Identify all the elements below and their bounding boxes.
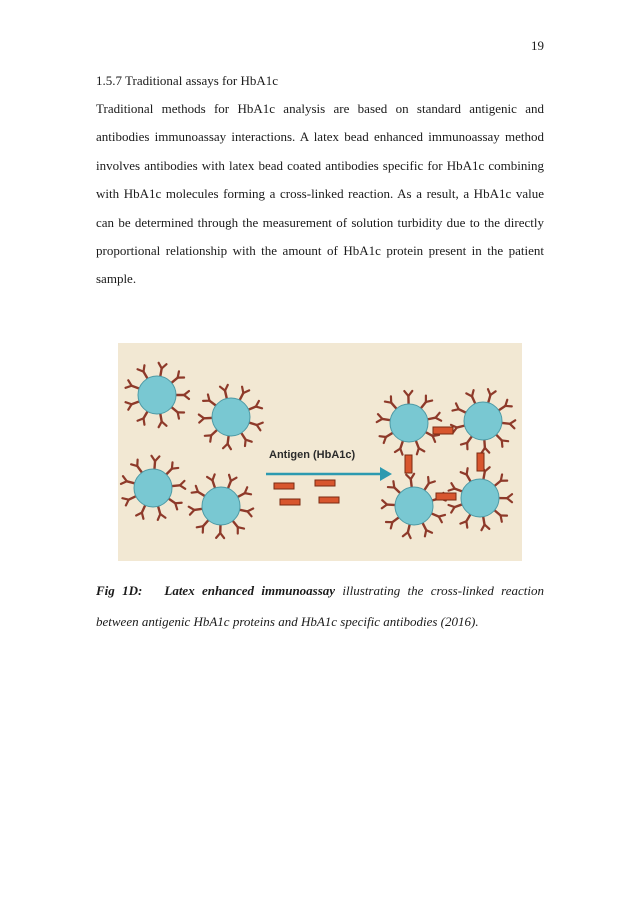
antibody: [466, 390, 475, 404]
antibody: [501, 420, 515, 428]
antibody: [386, 517, 400, 529]
latex-bead: [121, 456, 185, 520]
antigen: [280, 499, 300, 505]
antibody: [138, 411, 148, 425]
section-heading: 1.5.7 Traditional assays for HbA1c: [96, 73, 278, 88]
antibody: [228, 475, 237, 489]
antibody: [416, 440, 425, 454]
antibody: [168, 498, 182, 509]
antibody: [488, 389, 496, 404]
antibody: [241, 432, 252, 446]
antibody: [232, 520, 244, 533]
antibody: [449, 483, 464, 492]
antibody: [403, 524, 411, 539]
antibody: [199, 415, 213, 423]
antigen: [274, 483, 294, 489]
antibody: [380, 432, 394, 443]
antibody: [239, 387, 249, 401]
antibody: [461, 436, 472, 450]
antibody: [449, 504, 464, 512]
antibody: [138, 365, 148, 379]
antibody: [498, 494, 512, 502]
antibody: [461, 468, 471, 482]
antibody: [237, 487, 251, 497]
antibody: [192, 486, 206, 497]
antibody: [158, 505, 166, 520]
antibody: [121, 476, 136, 484]
antigen: [436, 493, 456, 500]
antibody: [248, 422, 263, 430]
caption-emphasis: Latex enhanced immunoassay: [164, 583, 336, 598]
antibody: [422, 522, 432, 536]
antibody: [406, 474, 414, 488]
antibody: [498, 400, 512, 411]
antibody: [131, 460, 142, 474]
antibody: [207, 474, 215, 489]
antibody: [171, 371, 184, 383]
arrow-label: Antigen (HbA1c): [269, 449, 356, 461]
antibody: [159, 363, 167, 377]
antibody: [126, 380, 141, 389]
antibody: [431, 513, 445, 522]
antibody: [481, 516, 489, 530]
antibody: [136, 504, 145, 518]
antibody: [151, 456, 159, 470]
caption-text: illustrating the cross-linked reaction between antigenic HbA1c proteins and HbA1c specific antibodies (2016).: [96, 583, 545, 629]
antigen: [319, 497, 339, 503]
antibody: [460, 514, 471, 528]
antibody: [494, 474, 507, 486]
antibody: [420, 396, 432, 409]
latex-bead: [451, 389, 515, 453]
latex-bead: [377, 391, 441, 455]
antibody: [205, 429, 218, 441]
latex-bead: [126, 363, 189, 427]
latex-bead: [449, 466, 512, 530]
antibody: [452, 403, 466, 413]
antigen: [433, 427, 453, 434]
antigen: [405, 455, 412, 473]
antibody: [494, 510, 507, 522]
figure-latex-immunoassay: [118, 343, 522, 561]
figure-caption: [96, 575, 544, 637]
antibody: [189, 507, 203, 515]
reaction-arrow: [266, 467, 392, 481]
antibody: [248, 401, 262, 410]
latex-bead: [199, 385, 263, 449]
antibody: [481, 439, 489, 453]
antibody: [220, 385, 228, 400]
antibody: [175, 391, 189, 399]
antibody: [385, 396, 397, 409]
page-number: 19: [531, 38, 544, 53]
antibody: [377, 414, 391, 422]
antibody: [424, 477, 435, 491]
antibody: [239, 508, 254, 516]
antibody: [126, 401, 141, 410]
antibody: [382, 500, 396, 508]
latex-bead: [189, 474, 253, 538]
antibody: [223, 435, 231, 449]
antibody: [388, 481, 401, 493]
antigen: [315, 480, 335, 486]
free-antigens: [274, 480, 339, 505]
antibody: [171, 407, 184, 419]
antibody: [166, 462, 179, 475]
antibody: [427, 413, 442, 421]
antibody: [171, 481, 185, 489]
antibody: [216, 524, 224, 538]
antibody: [203, 394, 217, 406]
antibody: [197, 519, 209, 532]
antibody: [159, 413, 167, 427]
antibody: [496, 434, 509, 447]
caption-label: Fig 1D:: [96, 583, 143, 598]
antibody: [395, 440, 403, 455]
latex-bead: [382, 474, 446, 538]
antibody: [122, 496, 136, 506]
antigen: [477, 453, 484, 471]
immunoassay-diagram: [118, 343, 522, 561]
body-paragraph: Traditional methods for HbA1c analysis are based on standard antigenic and antibodies immunoassay interactions. A latex bead enhanced immunoassay method involves antibodies with latex bead coated antibodies specific for HbA1c combining with HbA1c molecules forming a cross-linked reaction. As a result, a HbA1c value can be determined through the measurement of solution turbidity due to the directly proportional relationship with the amount of HbA1c protein present in the patient sample.: [96, 101, 544, 287]
antibody: [404, 391, 412, 405]
